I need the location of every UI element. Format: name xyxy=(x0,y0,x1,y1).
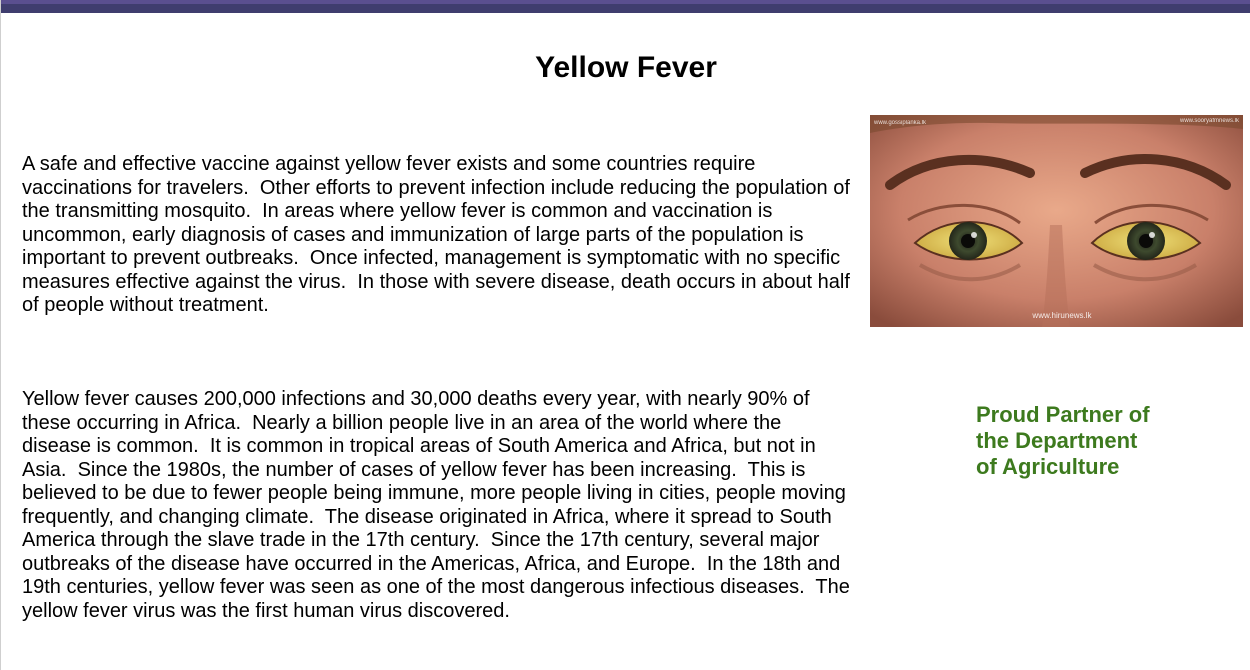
page-title: Yellow Fever xyxy=(535,51,717,84)
partner-line-1: Proud Partner of xyxy=(976,402,1150,427)
article-paragraph-2: Yellow fever causes 200,000 infections and 30,000 deaths every year, with nearly 90% of these occurring in Africa. Nearly a billion people live in an area of the world where the disease is common. It is common in tropical areas of South America and Africa, but not in Asia. Since the 1980s, the number of cases of yellow fever has been increasing. This is believed to be due to fewer people being immune, more people living in cities, people moving frequently, and changing climate. The disease originated in Africa, where it spread to South America through the slave trade in the 17th century. Since the 17th century, several major outbreaks of the disease have occurred in the Americas, Africa, and Europe. In the 18th and 19th centuries, yellow fever was seen as one of the most dangerous infectious diseases. The yellow fever virus was the first human virus discovered. xyxy=(22,388,856,622)
partner-notice xyxy=(976,402,1216,480)
partner-line-2: the Department xyxy=(976,428,1138,453)
watermark-bottom: www.hirunews.lk xyxy=(1032,311,1092,320)
watermark-top-right: www.sooryafmnews.lk xyxy=(1179,118,1239,124)
top-banner-bar xyxy=(1,0,1250,13)
jaundiced-eyes-photo xyxy=(870,115,1243,327)
article-paragraph-1: A safe and effective vaccine against yellow fever exists and some countries require vaccinations for travelers. Other efforts to prevent infection include reducing the population of the transmitting mosquito. In areas where yellow fever is common and vaccination is uncommon, early diagnosis of cases and immunization of large parts of the population is important to prevent outbreaks. Once infected, management is symptomatic with no specific measures effective against the virus. In those with severe disease, death occurs in about half of people without treatment. xyxy=(22,153,856,316)
partner-line-3: of Agriculture xyxy=(976,454,1120,479)
watermark-top-left: www.gossiplanka.lk xyxy=(874,120,927,126)
article-body xyxy=(22,106,856,670)
